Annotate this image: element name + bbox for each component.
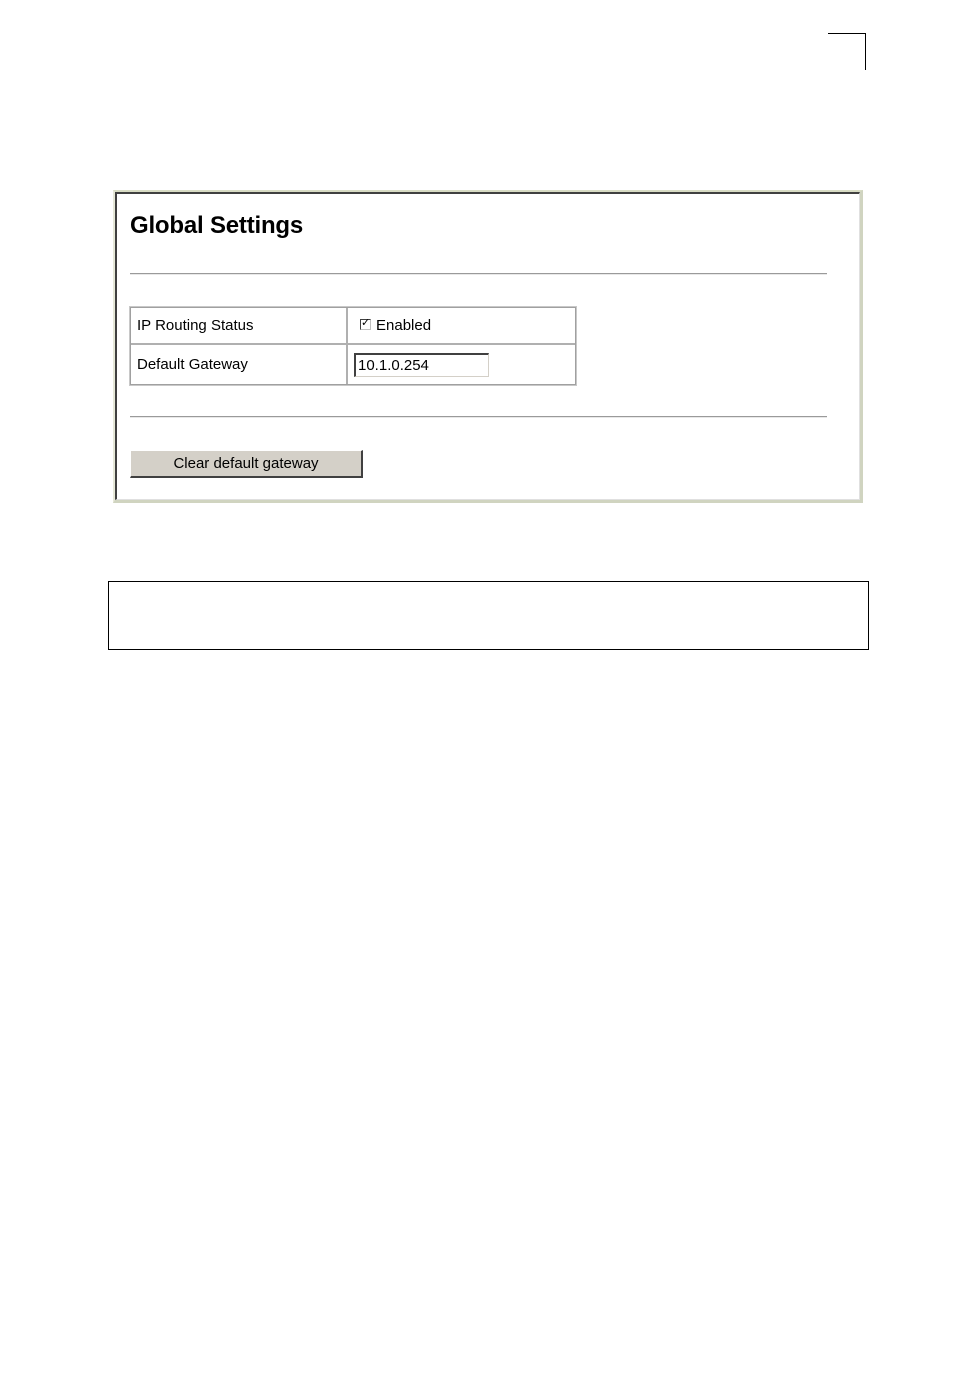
default-gateway-row (131, 345, 575, 384)
checkmark-icon: ✓ (361, 316, 371, 329)
ip-routing-status-row (131, 308, 575, 345)
note-box (108, 581, 869, 650)
default-gateway-label: Default Gateway (131, 345, 348, 384)
ip-routing-status-label: IP Routing Status (131, 308, 348, 343)
global-settings-panel (115, 192, 860, 500)
bottom-divider (130, 416, 827, 418)
clear-default-gateway-button[interactable]: Clear default gateway (130, 450, 363, 478)
settings-table (130, 307, 576, 385)
ip-routing-enabled-label[interactable]: Enabled (376, 317, 432, 334)
default-gateway-input[interactable] (354, 353, 489, 377)
ip-routing-status-value (350, 308, 575, 343)
default-gateway-value (350, 345, 575, 384)
page-title: Global Settings (130, 212, 304, 239)
ip-routing-enabled-checkbox[interactable] (360, 316, 371, 330)
global-settings-screenshot (113, 190, 863, 503)
crop-mark (828, 33, 866, 70)
top-divider (130, 273, 827, 275)
